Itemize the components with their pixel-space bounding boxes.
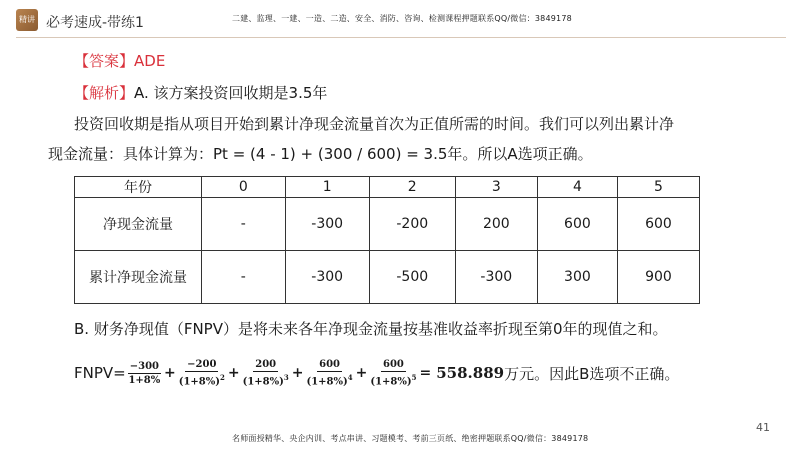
fraction-numerator: 600: [319, 358, 340, 370]
header-contact-note: 二建、监理、一建、一造、二造、安全、消防、咨询、检测课程押题联系QQ/微信：3849178: [232, 14, 572, 23]
table-header-row: [75, 177, 700, 198]
table-header-cell: 0: [201, 177, 285, 198]
answer-line: [74, 50, 165, 71]
table-cell: -300: [285, 198, 369, 251]
denominator-base: (1+8%): [370, 376, 412, 388]
denominator-base: (1+8%): [242, 376, 284, 388]
denominator-base: (1+8%): [178, 376, 220, 388]
table-cell: 600: [617, 198, 699, 251]
table-cell: 300: [537, 251, 617, 304]
logo-text: 精讲: [19, 15, 35, 24]
table-cell: -300: [285, 251, 369, 304]
denominator-base: (1+8%): [306, 376, 348, 388]
fnpv-paragraph: B. 财务净现值（FNPV）是将未来各年净现金流量按基准收益率折现至第0年的现值之和。: [74, 320, 668, 338]
fraction-denominator: [370, 372, 416, 387]
analysis-label: 【解析】: [74, 84, 135, 102]
table-header-cell: 3: [455, 177, 537, 198]
plus-sign: +: [355, 365, 368, 381]
course-title: 必考速成-带练1: [46, 15, 144, 31]
table-row: [75, 198, 700, 251]
table-row: [75, 251, 700, 304]
fraction-numerator: −300: [129, 360, 159, 372]
fraction-denominator: [179, 372, 225, 387]
denominator-base: 1+8%: [128, 374, 161, 386]
table-cell: 净现金流量: [75, 198, 202, 251]
table-header-cell: 1: [285, 177, 369, 198]
table-header-cell: 年份: [75, 177, 202, 198]
table-cell: 累计净现金流量: [75, 251, 202, 304]
logo: [16, 9, 38, 31]
fnpv-result: 558.889: [436, 364, 505, 382]
table-cell: -500: [369, 251, 455, 304]
page-number: 41: [756, 421, 770, 434]
fnpv-formula: [74, 350, 679, 396]
table-header-cell: 5: [617, 177, 699, 198]
table-cell: -200: [369, 198, 455, 251]
analysis-heading-line: [74, 82, 327, 103]
table-cell: -: [201, 251, 285, 304]
formula-prefix: FNPV=: [74, 364, 126, 382]
equals-sign: =: [419, 365, 432, 381]
denominator-exponent: 4: [347, 372, 353, 382]
denominator-exponent: 2: [220, 372, 225, 382]
fnpv-conclusion: 万元。因此B选项不正确。: [504, 364, 680, 383]
fraction-numerator: 600: [382, 358, 404, 370]
payback-paragraph-line2: 现金流量：具体计算为：Pt = (4 - 1) + (300 / 600) = 3.5年。所以A选项正确。: [48, 145, 593, 163]
denominator-exponent: 5: [411, 372, 417, 382]
plus-sign: +: [227, 365, 240, 381]
fraction-denominator: [128, 374, 160, 386]
cash-flow-table: [74, 176, 700, 304]
footer-contact-note: 名师面授精华、央企内训、考点串讲、习题模考、考前三页纸、绝密押题联系QQ/微信：3849178: [232, 434, 589, 443]
analysis-heading: A. 该方案投资回收期是3.5年: [134, 84, 328, 102]
payback-paragraph-line1: 投资回收期是指从项目开始到累计净现金流量首次为正值所需的时间。我们可以列出累计净: [74, 115, 675, 133]
table-cell: -: [201, 198, 285, 251]
fraction-term: [128, 361, 161, 386]
denominator-exponent: 3: [283, 372, 289, 382]
fraction-term: [243, 359, 289, 387]
slide-header: [0, 0, 800, 40]
fraction-denominator: [306, 372, 352, 387]
table-cell: -300: [455, 251, 537, 304]
fraction-term: [306, 359, 352, 387]
table-header-cell: 4: [537, 177, 617, 198]
fraction-numerator: 200: [255, 358, 277, 370]
answer-label: 【答案】: [74, 52, 135, 70]
fraction-term: [370, 359, 416, 387]
table-cell: 900: [617, 251, 699, 304]
table-header-cell: 2: [369, 177, 455, 198]
plus-sign: +: [164, 365, 176, 381]
fraction-term: [179, 359, 225, 387]
header-divider: [16, 37, 786, 38]
fraction-denominator: [243, 372, 289, 387]
table-cell: 600: [537, 198, 617, 251]
table-cell: 200: [455, 198, 537, 251]
fraction-numerator: −200: [187, 358, 217, 370]
plus-sign: +: [291, 365, 304, 381]
answer-value: ADE: [134, 52, 166, 70]
